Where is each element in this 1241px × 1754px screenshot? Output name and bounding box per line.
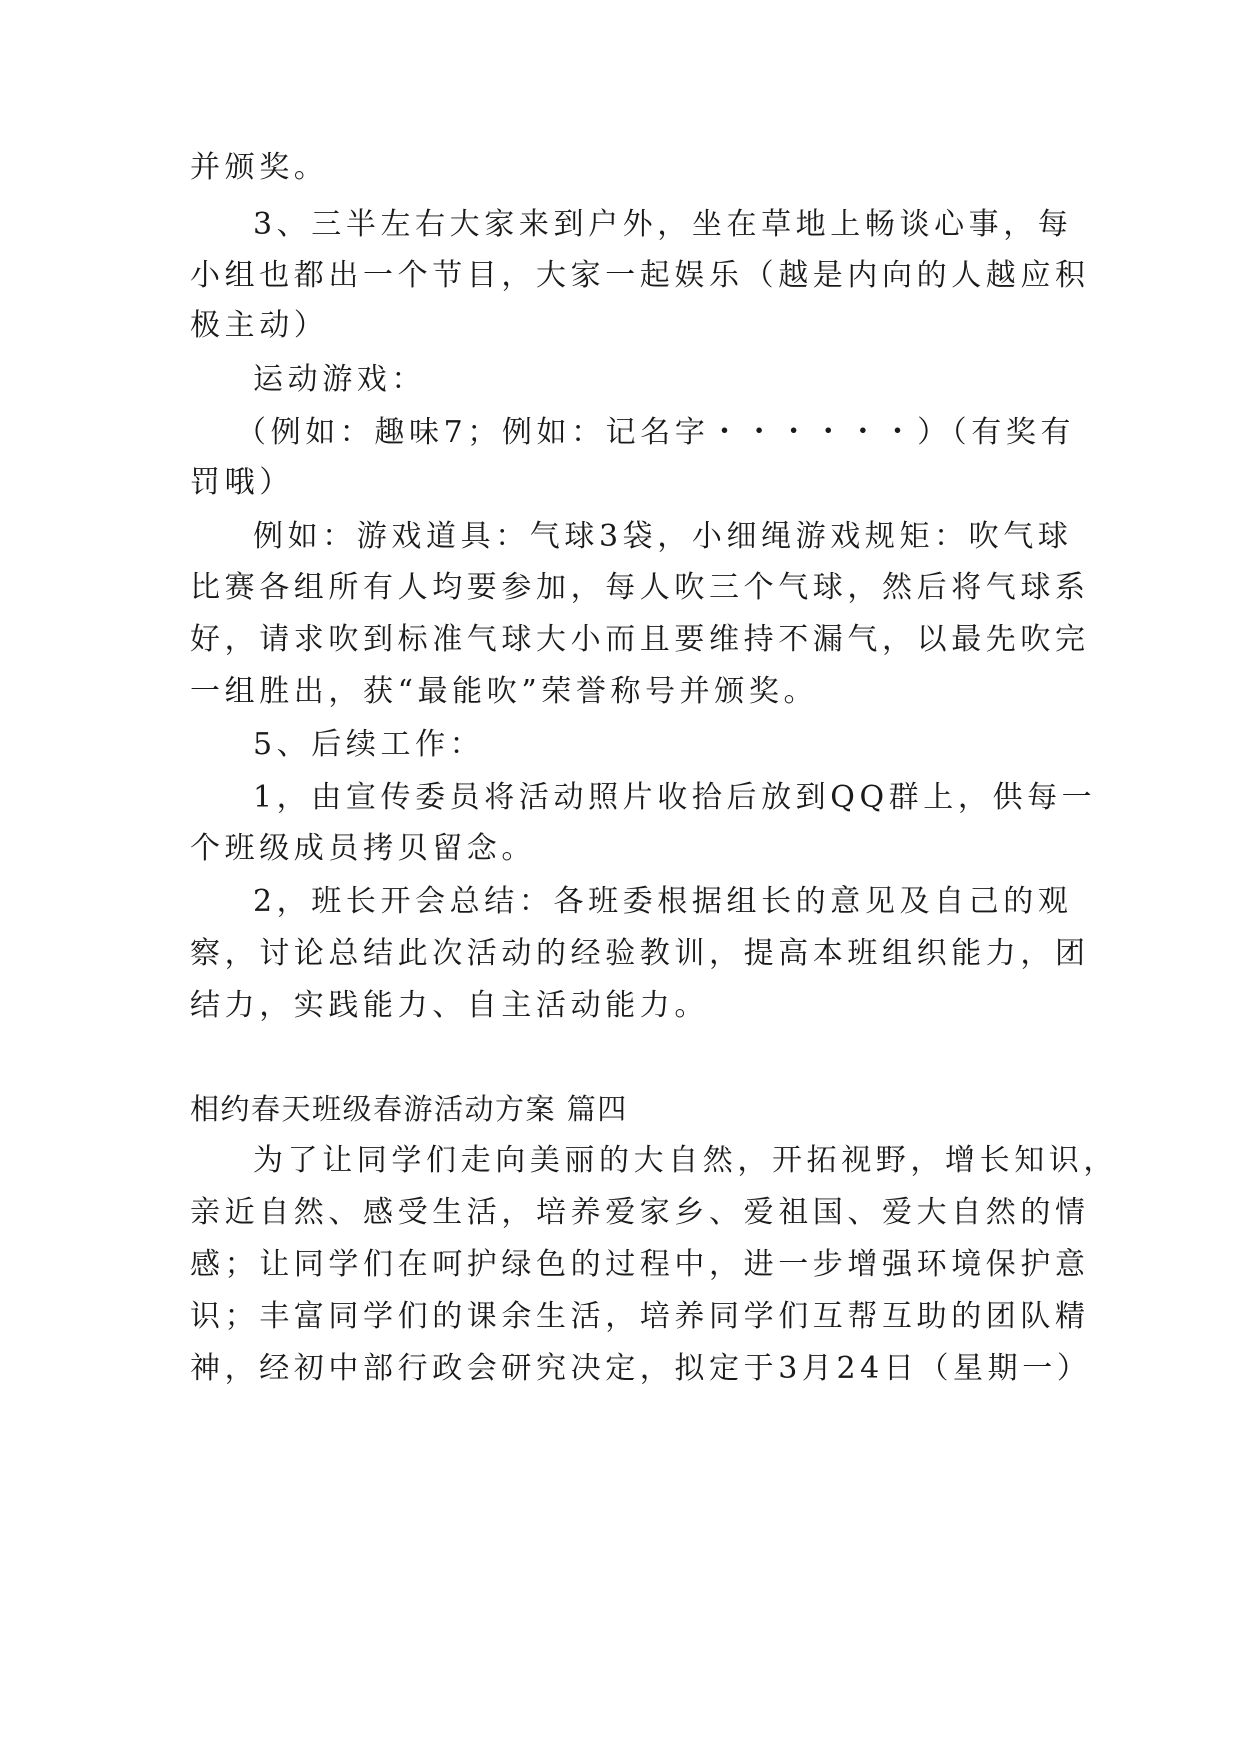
paragraph-line: 运动游戏：	[253, 362, 426, 397]
paragraph-line: 并颁奖。	[190, 150, 329, 185]
paragraph-line: 识；丰富同学们的课余生活，培养同学们互帮互助的团队精	[190, 1299, 1090, 1334]
paragraph-line: 例如：游戏道具：气球3袋，小细绳游戏规矩：吹气球	[253, 519, 1073, 554]
paragraph-line: 罚哦）	[190, 465, 294, 500]
paragraph-line: 亲近自然、感受生活，培养爱家乡、爱祖国、爱大自然的情	[190, 1195, 1090, 1230]
paragraph-line: （例如：趣味7；例如：记名字・・・・・・）（有奖有	[236, 415, 1076, 450]
paragraph-line: 结力，实践能力、自主活动能力。	[190, 988, 709, 1023]
paragraph-line: 1，由宣传委员将活动照片收拾后放到QQ群上，供每一	[253, 780, 1097, 815]
paragraph-line: 3、三半左右大家来到户外，坐在草地上畅谈心事，每	[253, 207, 1073, 242]
paragraph-line: 个班级成员拷贝留念。	[190, 831, 536, 866]
section-title: 相约春天班级春游活动方案 篇四	[190, 1092, 628, 1126]
paragraph-line: 神，经初中部行政会研究决定，拟定于3月24日（星期一）	[190, 1351, 1092, 1386]
paragraph-line: 好，请求吹到标准气球大小而且要维持不漏气，以最先吹完	[190, 622, 1090, 657]
paragraph-line: 小组也都出一个节目，大家一起娱乐（越是内向的人越应积	[190, 258, 1090, 293]
paragraph-line: 比赛各组所有人均要参加，每人吹三个气球，然后将气球系	[190, 570, 1090, 605]
paragraph-line: 察，讨论总结此次活动的经验教训，提高本班组织能力，团	[190, 936, 1090, 971]
paragraph-line: 为了让同学们走向美丽的大自然，开拓视野，增长知识，	[253, 1143, 1118, 1178]
paragraph-line: 5、后续工作：	[253, 727, 485, 762]
paragraph-line: 一组胜出，获“最能吹”荣誉称号并颁奖。	[190, 674, 819, 709]
paragraph-line: 2，班长开会总结：各班委根据组长的意见及自己的观	[253, 884, 1073, 919]
paragraph-line: 感；让同学们在呵护绿色的过程中，进一步增强环境保护意	[190, 1247, 1090, 1282]
paragraph-line: 极主动）	[190, 308, 329, 343]
